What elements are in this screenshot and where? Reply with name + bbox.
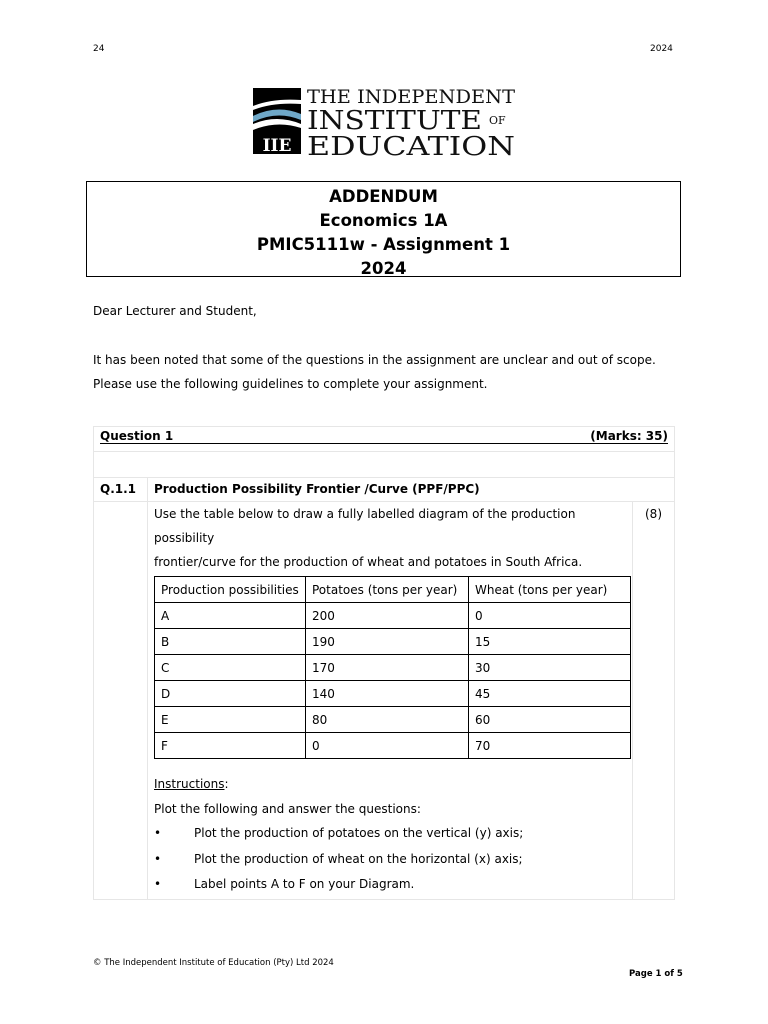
table-header-cell: Potatoes (tons per year) — [306, 577, 469, 603]
table-cell: 200 — [306, 603, 469, 629]
table-cell: 70 — [469, 733, 631, 759]
table-header-cell: Production possibilities — [155, 577, 306, 603]
list-item-text: Plot the production of potatoes on the vertical (y) axis; — [194, 826, 524, 840]
iie-logo-mark — [253, 86, 517, 156]
table-cell: 45 — [469, 681, 631, 707]
bullet-icon: • — [154, 877, 162, 891]
logo-mark-text: IIE — [262, 136, 292, 156]
addendum-year: 2024 — [360, 259, 407, 278]
question-text-line-2: frontier/curve for the production of wheat and potatoes in South Africa. — [154, 555, 583, 569]
instructions-heading-line — [154, 777, 229, 791]
table-cell: 190 — [306, 629, 469, 655]
question-sub-marks: (8) — [633, 502, 675, 900]
table-row — [155, 707, 631, 733]
addendum-assignment: PMIC5111w - Assignment 1 — [256, 235, 511, 254]
greeting: Dear Lecturer and Student, — [93, 304, 257, 318]
instructions-heading: Instructions — [154, 777, 225, 791]
table-cell: F — [155, 733, 306, 759]
table-row — [155, 603, 631, 629]
table-header-cell: Wheat (tons per year) — [469, 577, 631, 603]
table-header-row — [155, 577, 631, 603]
footer-copyright: © The Independent Institute of Education (Pty) Ltd 2024 — [93, 958, 334, 968]
question-marks: (Marks: 35) — [590, 429, 668, 443]
production-possibilities-table — [154, 576, 631, 759]
table-cell: D — [155, 681, 306, 707]
table-cell: 30 — [469, 655, 631, 681]
logo-line-1: THE INDEPENDENT — [307, 86, 516, 108]
spacer-row — [94, 452, 675, 478]
intro-line-1: It has been noted that some of the questions in the assignment are unclear and out of scope. — [93, 353, 656, 367]
list-item-text: Label points A to F on your Diagram. — [194, 877, 415, 891]
header-page-number: 24 — [93, 44, 105, 54]
table-cell: B — [155, 629, 306, 655]
table-cell: E — [155, 707, 306, 733]
intro-line-2: Please use the following guidelines to complete your assignment. — [93, 377, 488, 391]
table-cell: A — [155, 603, 306, 629]
table-cell: C — [155, 655, 306, 681]
logo-line-2: INSTITUTE — [307, 106, 482, 136]
table-cell: 15 — [469, 629, 631, 655]
logo-line-3: EDUCATION — [307, 132, 515, 156]
instructions-colon: : — [224, 777, 229, 791]
question-number: Q.1.1 — [94, 478, 148, 502]
table-row — [155, 655, 631, 681]
table-row — [155, 629, 631, 655]
table-row — [155, 681, 631, 707]
addendum-box — [86, 181, 681, 277]
iie-logo — [253, 86, 517, 156]
instructions-lead: Plot the following and answer the questions: — [154, 802, 421, 816]
table-cell: 0 — [306, 733, 469, 759]
question-header-row — [94, 427, 675, 452]
footer-page-number: Page 1 of 5 — [629, 969, 683, 979]
table-cell: 140 — [306, 681, 469, 707]
question-title: Question 1 — [100, 429, 174, 443]
addendum-title: ADDENDUM — [329, 187, 438, 206]
question-number-blank — [94, 502, 148, 900]
table-cell: 80 — [306, 707, 469, 733]
table-cell: 0 — [469, 603, 631, 629]
bullet-icon: • — [154, 826, 162, 840]
header-year: 2024 — [650, 44, 673, 54]
table-cell: 170 — [306, 655, 469, 681]
list-item-text: Plot the production of wheat on the horizontal (x) axis; — [194, 852, 523, 866]
question-heading: Production Possibility Frontier /Curve (PPF/PPC) — [148, 478, 675, 502]
question-text-line-1: Use the table below to draw a fully labelled diagram of the production possibility — [154, 507, 576, 545]
bullet-icon: • — [154, 852, 162, 866]
logo-of: OF — [489, 114, 506, 127]
table-row — [155, 733, 631, 759]
addendum-subject: Economics 1A — [319, 211, 448, 230]
table-cell: 60 — [469, 707, 631, 733]
